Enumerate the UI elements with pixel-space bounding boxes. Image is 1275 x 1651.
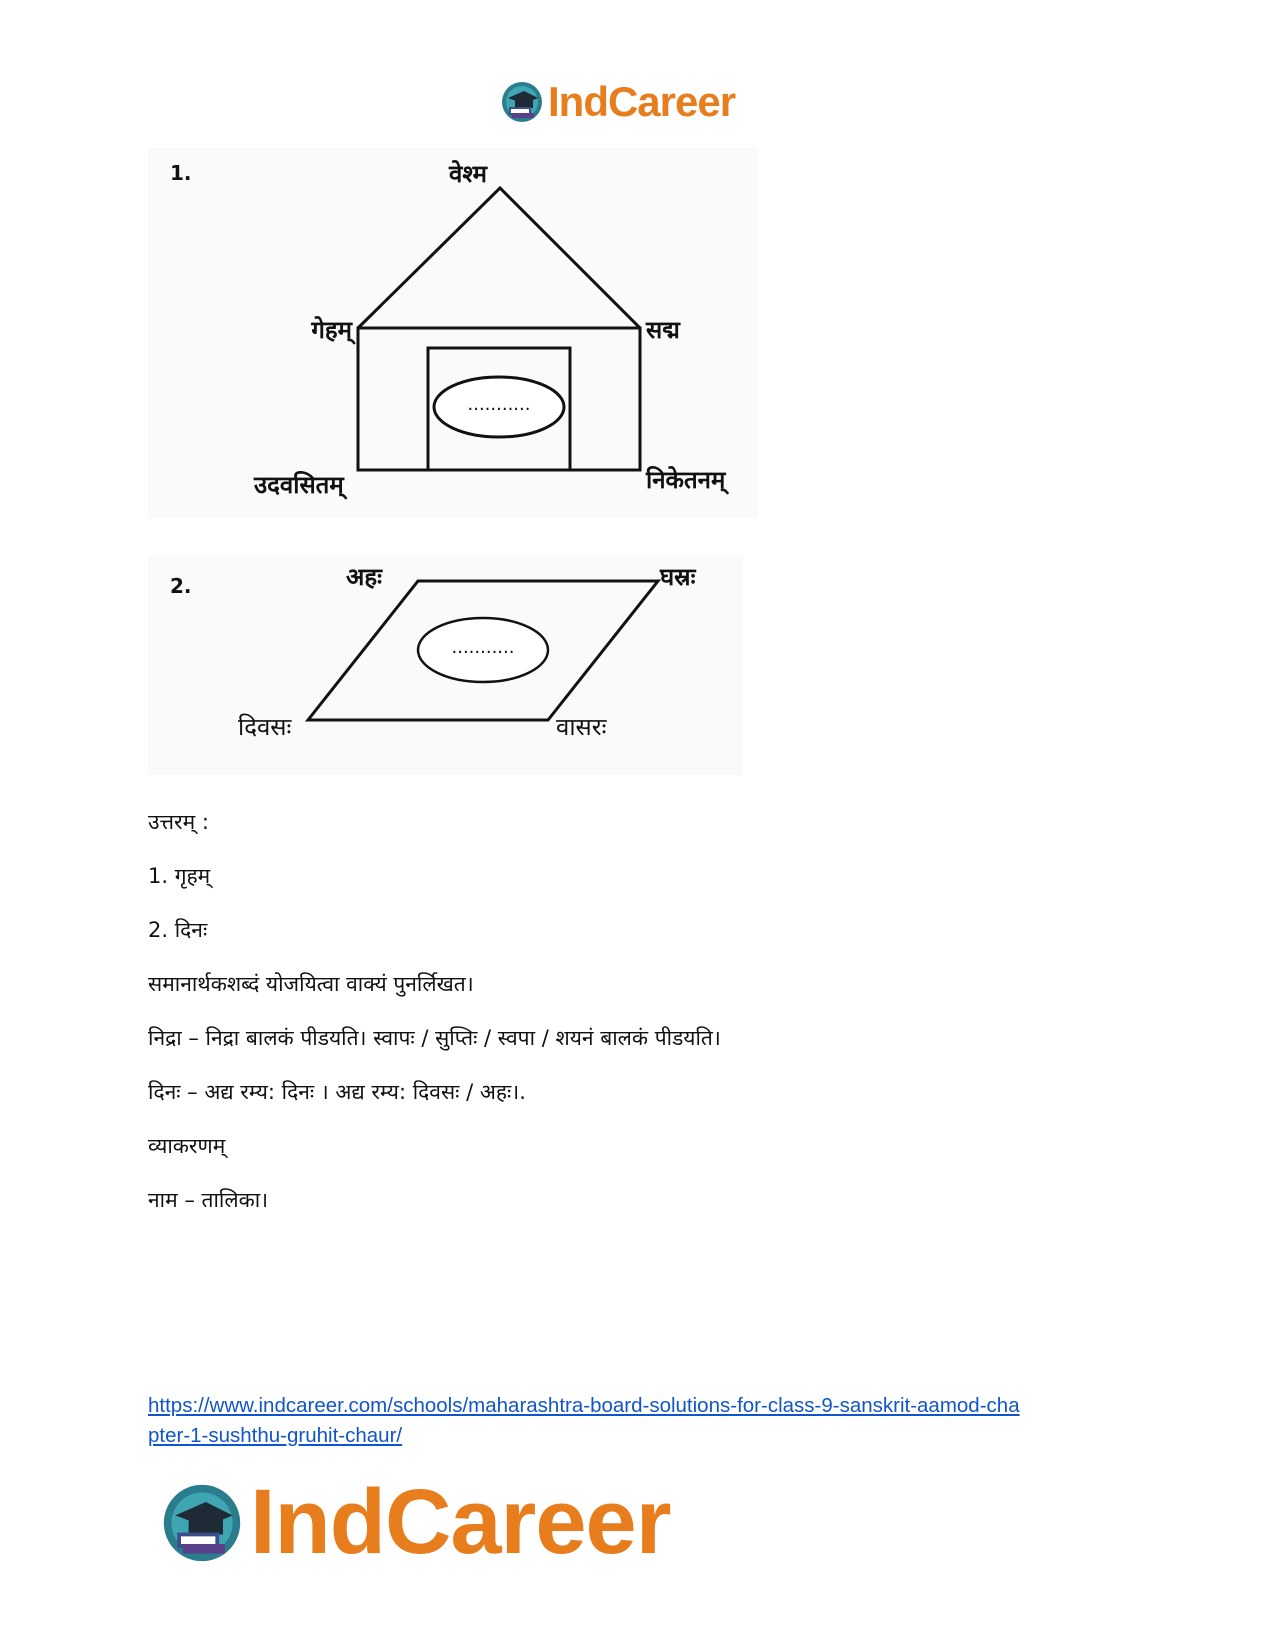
diagram2-label-bottom-right: वासरः [556,713,607,741]
diagram1-label-right-mid: सद्म [646,316,680,344]
answer-heading: उत्तरम् : [148,810,209,834]
diagram1-center-blank: ........... [467,394,531,415]
source-link[interactable] [148,1391,1148,1451]
header-logo-text: IndCareer [548,78,736,125]
diagram1-number: 1. [170,161,192,185]
diagram2-label-bottom-left: दिवसः [238,713,292,741]
parallelogram-diagram [148,555,743,775]
diagram2-number: 2. [170,574,192,598]
noun-table-heading: नाम – तालिका। [148,1188,269,1212]
instruction-line: समानार्थकशब्दं योजयित्वा वाक्यं पुनर्लिखत। [148,972,474,996]
diagram1-label-left-mid: गेहम् [311,316,352,344]
graduation-cap-globe-icon [160,1481,244,1565]
source-link-line-2[interactable]: pter-1-sushthu-gruhit-chaur/ [148,1424,403,1447]
header-logo [500,78,735,126]
source-link-line-1[interactable]: https://www.indcareer.com/schools/maharashtra-board-solutions-for-class-9-sanskrit-aamod-cha [148,1394,1020,1417]
grammar-heading: व्याकरणम् [148,1134,226,1158]
house-roof [358,188,640,328]
footer-logo [160,1470,671,1575]
diagram1-label-bottom-left: उदवसितम् [254,471,344,499]
diagram1-label-top: वेश्म [449,160,487,188]
diagram1-label-bottom-right: निकेतनम् [646,466,726,494]
diagram2-label-top-right: घस्रः [660,563,696,591]
example-nidra: निद्रा – निद्रा बालकं पीडयति। स्वापः / सुप्तिः / स्वपा / शयनं बालकं पीडयति। [148,1026,721,1050]
diagram2-center-blank: ........... [451,637,515,658]
example-dina: दिनः – अद्य रम्य: दिनः । अद्य रम्य: दिवसः / अहः।. [148,1080,526,1104]
house-diagram [148,148,758,518]
answer-1: 1. गृहम् [148,864,211,888]
graduation-cap-globe-icon [500,80,544,124]
diagram2-label-top-left: अहः [346,563,382,591]
footer-logo-text: IndCareer [250,1471,671,1573]
answer-2: 2. दिनः [148,918,208,942]
